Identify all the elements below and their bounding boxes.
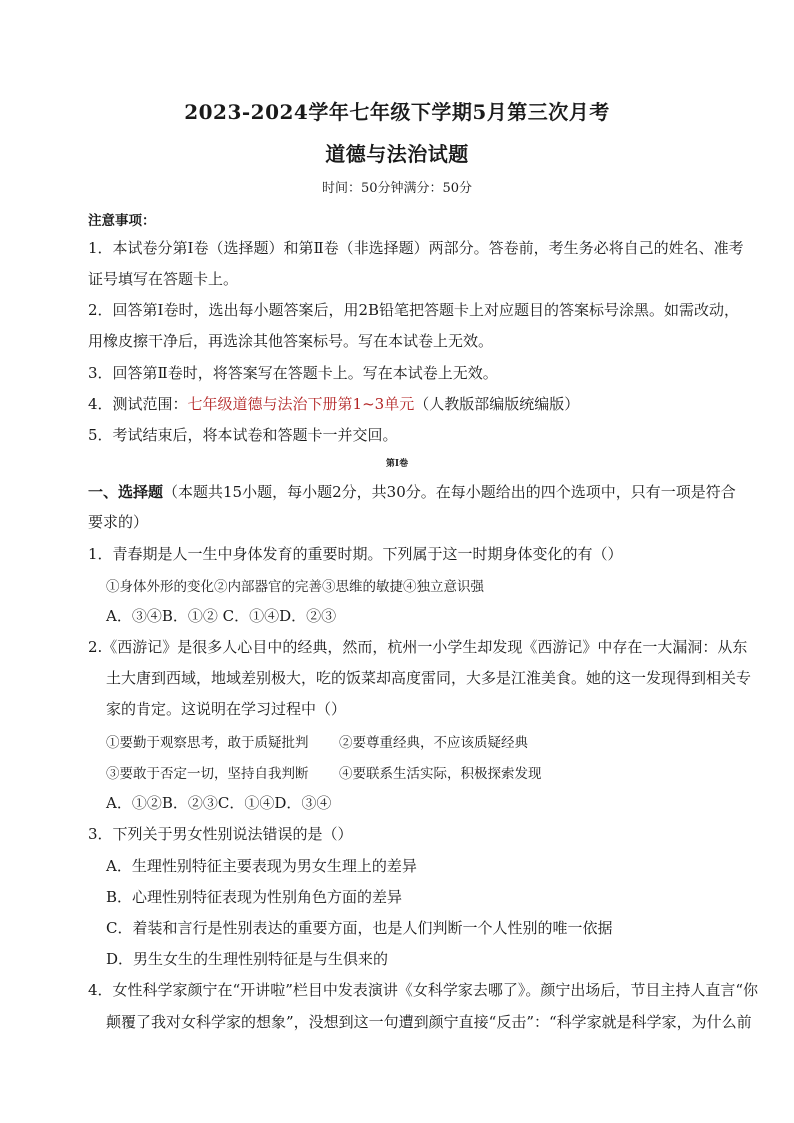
notice-line: 2．回答第Ⅰ卷时，选出每小题答案后，用2B铅笔把答题卡上对应题目的答案标号涂黑。如需改动， [88, 301, 740, 319]
question-2-stem-cont: 土大唐到西域，地域差别极大，吃的饭菜却高度雷同，大多是江淮美食。她的这一发现得到相关专 [106, 669, 752, 687]
question-4-stem: 4．女性科学家颜宁在“开讲啦”栏目中发表演讲《女科学家去哪了》。颜宁出场后，节目主持人直言“你 [88, 981, 759, 999]
question-3-option-a: A．生理性别特征主要表现为男女生理上的差异 [106, 857, 417, 875]
question-3-option-b: B．心理性别特征表现为性别角色方面的差异 [106, 888, 403, 906]
section-heading-cont: 要求的） [88, 513, 149, 531]
scope-prefix: 4．测试范围： [88, 395, 188, 413]
exam-time-score: 时间：50分钟满分：50分 [321, 181, 473, 196]
scope-range: 七年级道德与法治下册第1~3单元 [187, 395, 415, 413]
notice-line: 5．考试结束后，将本试卷和答题卡一并交回。 [88, 426, 398, 444]
question-1-answers: A．③④B．①② C．①④D．②③ [106, 607, 337, 625]
section-instructions: （本题共15小题，每小题2分，共30分。在每小题给出的四个选项中，只有一项是符合 [163, 483, 736, 501]
question-3-option-c: C．着装和言行是性别表达的重要方面，也是人们判断一个人性别的唯一依据 [106, 919, 613, 937]
question-2-statement: ④要联系生活实际，积极探索发现 [339, 766, 542, 782]
section-heading [88, 481, 736, 502]
notice-line-scope [88, 393, 579, 414]
notice-heading: 注意事项： [88, 213, 156, 229]
question-2-statement: ③要敢于否定一切，坚持自我判断 [106, 766, 309, 782]
scope-edition: （人教版部编版统编版） [414, 395, 580, 413]
question-2-stem-cont: 家的肯定。这说明在学习过程中（） [106, 700, 347, 718]
question-2-answers: A．①②B．②③C．①④D．③④ [106, 794, 332, 812]
notice-line: 证号填写在答题卡上。 [88, 270, 239, 288]
volume-heading: 第Ⅰ卷 [385, 459, 409, 469]
exam-title: 2023-2024学年七年级下学期5月第三次月考 [184, 100, 610, 124]
question-2-statement: ②要尊重经典，不应该质疑经典 [339, 735, 528, 751]
notice-line: 用橡皮擦干净后，再选涂其他答案标号。写在本试卷上无效。 [88, 332, 494, 350]
notice-line: 3．回答第Ⅱ卷时，将答案写在答题卡上。写在本试卷上无效。 [88, 364, 498, 382]
question-1-statements: ①身体外形的变化②内部器官的完善③思维的敏捷④独立意识强 [106, 579, 484, 595]
section-label: 一、选择题 [88, 483, 164, 501]
exam-subtitle: 道德与法治试题 [325, 142, 469, 166]
question-2-stem: 2.《西游记》是很多人心目中的经典，然而，杭州一小学生却发现《西游记》中存在一大漏洞：从东 [88, 638, 748, 656]
question-2-statement: ①要勤于观察思考，敢于质疑批判 [106, 735, 309, 751]
question-3-stem: 3．下列关于男女性别说法错误的是（） [88, 825, 353, 843]
question-3-option-d: D．男生女生的生理性别特征是与生俱来的 [106, 950, 389, 968]
notice-line: 1．本试卷分第Ⅰ卷（选择题）和第Ⅱ卷（非选择题）两部分。答卷前，考生务必将自己的姓名、准考 [88, 239, 744, 257]
question-4-stem-cont: 颠覆了我对女科学家的想象”，没想到这一句遭到颜宁直接“反击”：“科学家就是科学家，为什么前 [106, 1013, 752, 1031]
question-1-stem: 1．青春期是人一生中身体发育的重要时期。下列属于这一时期身体变化的有（） [88, 545, 623, 563]
